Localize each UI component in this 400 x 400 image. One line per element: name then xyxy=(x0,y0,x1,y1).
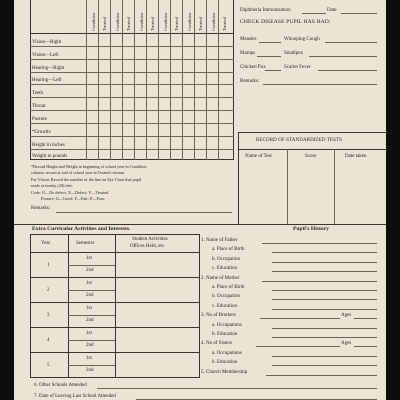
record-card xyxy=(14,0,386,400)
history-item: a. Place of Birth xyxy=(212,285,245,290)
col-header: Treated xyxy=(198,17,203,31)
note-line: Posture: G—Good; F—Fair; P—Poor. xyxy=(41,196,106,201)
col-header: Condition xyxy=(187,12,192,31)
disease-label: Whooping Cough xyxy=(284,37,320,42)
standardized-tests-table xyxy=(238,132,386,224)
ec-semester: 1st xyxy=(86,306,92,311)
ec-semester: 2nd xyxy=(86,268,94,273)
history-item: a. Occupations xyxy=(212,350,242,356)
tests-col-header: Name of Test xyxy=(245,154,272,159)
note-line: Code: O—No defect; X—Defect; V—Treated. xyxy=(31,190,110,195)
row-label: Hearing—Right xyxy=(32,66,65,71)
pupils-history-title: Pupil's History xyxy=(293,226,329,232)
note-line: For Vision: Record the number of the line on Eye Chart that pupil xyxy=(31,177,142,182)
ec-semester: 2nd xyxy=(86,343,94,348)
row-label: Vision—Left xyxy=(32,53,59,58)
history-item: b. Occupation xyxy=(212,294,241,300)
note-line: reads at twenty (20) feet. xyxy=(31,183,73,188)
left-remarks-label: Remarks: xyxy=(31,206,51,211)
disease-label: Chicken Pox xyxy=(240,65,266,70)
history-item: a. Place of Birth xyxy=(212,247,245,253)
history-item: 4. No of Sisters xyxy=(201,341,233,347)
history-item: b. Occupation xyxy=(212,256,241,262)
ec-semester: 1st xyxy=(86,256,92,261)
col-header: Condition xyxy=(163,12,168,31)
note-line: column; record at end of school year in Treated column. xyxy=(31,170,125,175)
ec-year: 1 xyxy=(47,263,50,268)
col-header: Condition xyxy=(139,12,144,31)
diphtheria-label: Diphtheria Immunization xyxy=(240,8,291,13)
ec-year: 5 xyxy=(47,363,50,368)
history-item: c. Education xyxy=(212,266,237,272)
history-item: 3. No of Brothers xyxy=(201,313,236,319)
ec-semester: 1st xyxy=(86,281,92,286)
diphtheria-date-label: Date xyxy=(327,8,337,13)
ec-col-header: Offices Held, etc. xyxy=(130,244,166,249)
ec-semester: 1st xyxy=(86,331,92,336)
history-item: a. Occupations xyxy=(212,322,242,328)
history-item: 2. Name of Mother xyxy=(201,275,240,281)
history-item: 5. Church Membership xyxy=(201,369,248,375)
disease-label: Mumps xyxy=(240,51,256,56)
ec-col-header: Student Activities xyxy=(132,237,168,242)
check-disease-title: CHECK DISEASE PUPIL HAS HAD: xyxy=(240,19,331,25)
row-label: *Growth: xyxy=(32,130,52,135)
row-label: Weight in pounds xyxy=(32,154,68,159)
note-line: *Record Height and Weight at beginning of school year in Condition xyxy=(31,164,147,169)
row-label: Hearing—Left xyxy=(32,78,62,83)
col-header: Treated xyxy=(222,17,227,31)
tests-col-header: Date taken xyxy=(345,154,367,159)
right-remarks-label: Remarks: xyxy=(240,79,260,84)
ec-col-header: Year xyxy=(41,241,51,246)
tests-title: RECORD OF STANDARDIZED TESTS xyxy=(256,138,343,143)
row-label: Throat xyxy=(32,104,46,109)
row-label: Posture xyxy=(32,117,47,122)
ec-semester: 2nd xyxy=(86,318,94,323)
left-remarks-line xyxy=(56,212,232,213)
history-item: c. Education xyxy=(212,303,237,309)
history-item: 1. Name of Father xyxy=(201,238,238,243)
row-label: Teeth xyxy=(32,91,44,96)
col-header: Condition xyxy=(115,12,120,31)
col-header: Treated xyxy=(102,17,107,31)
extracurricular-title: Extra Curricular Activities and Interests. xyxy=(32,226,131,232)
ages-label: Ages xyxy=(341,341,352,347)
ages-label: Ages xyxy=(341,313,352,319)
history-item: b. Education xyxy=(212,360,238,366)
disease-label: Measles xyxy=(240,37,257,42)
ec-year: 4 xyxy=(47,338,50,343)
col-header: Treated xyxy=(126,17,131,31)
bottom-item: 7. Date of Leaving Last School Attended xyxy=(34,394,116,399)
disease-label: Scarlet Fever xyxy=(284,65,311,70)
extracurricular-table xyxy=(30,234,200,378)
ec-year: 2 xyxy=(47,288,50,293)
ec-semester: 1st xyxy=(86,356,92,361)
col-header: Treated xyxy=(174,17,179,31)
ec-semester: 2nd xyxy=(86,368,94,373)
col-header: Treated xyxy=(150,17,155,31)
health-grid xyxy=(30,0,234,160)
bottom-item: 6. Other Schools Attended xyxy=(34,383,87,388)
ec-year: 3 xyxy=(47,313,50,318)
disease-label: Smallpox xyxy=(284,51,304,56)
tests-col-header: Score xyxy=(305,154,317,159)
col-header: Condition xyxy=(91,12,96,31)
history-item: b. Education xyxy=(212,332,238,337)
row-label: Vision—Right xyxy=(32,40,62,45)
row-label: Height in inches xyxy=(32,143,65,148)
ec-semester: 2nd xyxy=(86,293,94,298)
ec-col-header: Semester xyxy=(76,241,95,246)
col-header: Condition xyxy=(211,12,216,31)
